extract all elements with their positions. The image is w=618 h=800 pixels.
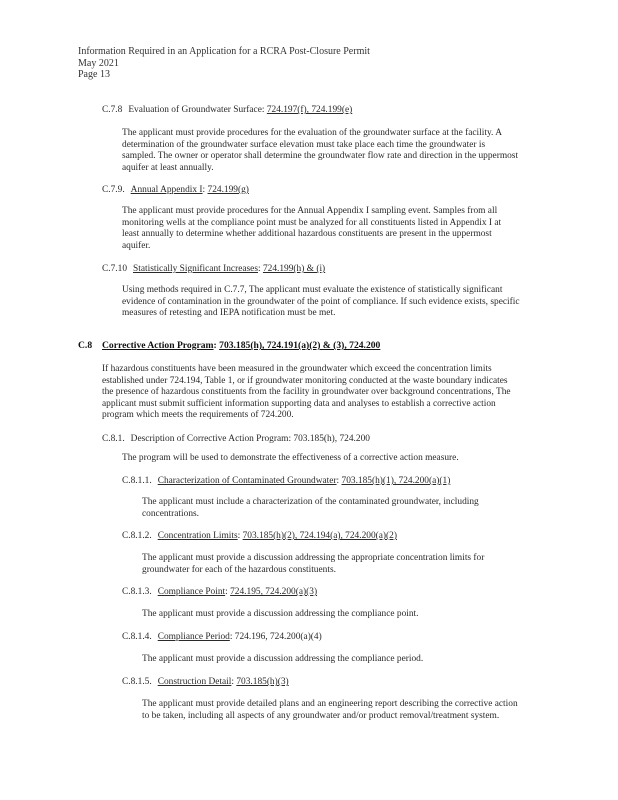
heading-c79: C.7.9. Annual Appendix I: 724.199(g) [102,185,249,195]
section-number: C.8.1.2. [122,531,152,541]
section-number: C.7.8 [102,105,123,115]
section-title: Concentration Limits [157,531,238,541]
section-refs: 703.185(h)(1), 724.200(a)(1) [341,476,451,486]
heading-c812: C.8.1.2. Concentration Limits: 703.185(h)(2), 724.194(a), 724.200(a)(2) [122,531,397,541]
heading-c814: C.8.1.4. Compliance Period: 724.196, 724.200(a)(4) [122,632,322,642]
heading-c710: C.7.10 Statistically Significant Increases: 724.199(h) & (i) [102,264,326,274]
heading-c8: C.8 Corrective Action Program: 703.185(h), 724.191(a)(2) & (3), 724.200 [78,340,381,351]
heading-c815: C.8.1.5. Construction Detail: 703.185(h)(3) [122,677,289,687]
header-date: May 2021 [78,57,119,69]
section-title: Compliance Period [157,632,230,642]
paragraph-c8: If hazardous constituents have been measured in the groundwater which exceed the concentration limits established under 724.194, Table 1, or if groundwater monitoring conducted at the waste boundary indicates the presence of hazardous constituents from the facility in groundwater over background concentrations, The applicant must submit sufficient information supporting data and analyses to establish a corrective action program which meets the requirements of 724.200. [102,364,511,421]
paragraph-c79: The applicant must provide procedures for the Annual Appendix I sampling event. Samples from all monitoring wells at the compliance point must be analyzed for all constituents listed in Appendix I at least annually to determine whether additional hazardous constituents are present in the uppermost aquifer. [122,206,502,251]
section-number: C.8 [78,340,93,351]
section-number: C.7.10 [102,264,128,274]
section-refs: 703.185(h)(2), 724.194(a), 724.200(a)(2) [242,531,397,541]
section-title: Description of Corrective Action Program [130,434,289,444]
section-refs: 724.195, 724.200(a)(3) [230,587,318,597]
header-page-number: Page 13 [78,69,110,80]
section-number: C.8.1. [102,434,125,444]
section-title: Characterization of Contaminated Groundwater [157,476,337,486]
section-refs: 724.197(f), 724.199(e) [266,105,353,115]
section-refs: 703.185(h), 724.200 [293,434,370,444]
section-title: Compliance Point [157,587,226,597]
heading-c78: C.7.8 Evaluation of Groundwater Surface: 724.197(f), 724.199(e) [102,105,353,115]
paragraph-c78: The applicant must provide procedures for the evaluation of the groundwater surface at the facility. A determination of the groundwater surface elevation must take place each time the groundwater is sampled. The owner or operator shall determine the groundwater flow rate and direction in the uppermost aquifer at least annually. [122,128,519,173]
section-refs: 703.185(h)(3) [236,677,289,687]
section-number: C.7.9. [102,185,125,195]
paragraph-c81: The program will be used to demonstrate the effectiveness of a corrective action measure. [122,453,459,463]
section-number: C.8.1.3. [122,587,152,597]
paragraph-c813: The applicant must provide a discussion addressing the compliance point. [142,609,419,619]
section-number: C.8.1.5. [122,677,152,687]
paragraph-c814: The applicant must provide a discussion addressing the compliance period. [142,654,424,664]
paragraph-c815: The applicant must provide detailed plans and an engineering report describing the corrective action to be taken, including all aspects of any groundwater and/or product removal/treatment system. [142,699,518,721]
page-header [78,46,370,81]
section-title: Corrective Action Program [102,340,214,351]
section-refs: 703.185(h), 724.191(a)(2) & (3), 724.200 [219,340,381,351]
section-refs: 724.199(g) [207,185,249,195]
heading-c81: C.8.1. Description of Corrective Action Program: 703.185(h), 724.200 [102,434,370,444]
header-title: Information Required in an Application for a RCRA Post-Closure Permit [78,46,370,57]
section-title: Annual Appendix I [130,185,203,195]
paragraph-c710: Using methods required in C.7.7, The applicant must evaluate the existence of statistically significant evidence of contamination in the groundwater of the point of compliance. If such evidence exists, specific measures of retesting and IEPA notification must be met. [122,285,520,319]
section-number: C.8.1.4. [122,632,152,642]
section-title: Construction Detail [157,677,232,687]
section-refs: 724.199(h) & (i) [262,264,326,274]
section-title: Statistically Significant Increases [133,264,258,274]
heading-c813: C.8.1.3. Compliance Point: 724.195, 724.200(a)(3) [122,587,318,597]
heading-c811: C.8.1.1. Characterization of Contaminated Groundwater: 703.185(h)(1), 724.200(a)(1) [122,476,451,486]
section-refs: 724.196, 724.200(a)(4) [234,632,322,642]
section-number: C.8.1.1. [122,476,152,486]
paragraph-c812: The applicant must provide a discussion addressing the appropriate concentration limits for groundwater for each of the hazardous constituents. [142,553,485,575]
section-title: Evaluation of Groundwater Surface [128,105,262,115]
paragraph-c811: The applicant must include a characterization of the contaminated groundwater, including concentrations. [142,497,479,519]
